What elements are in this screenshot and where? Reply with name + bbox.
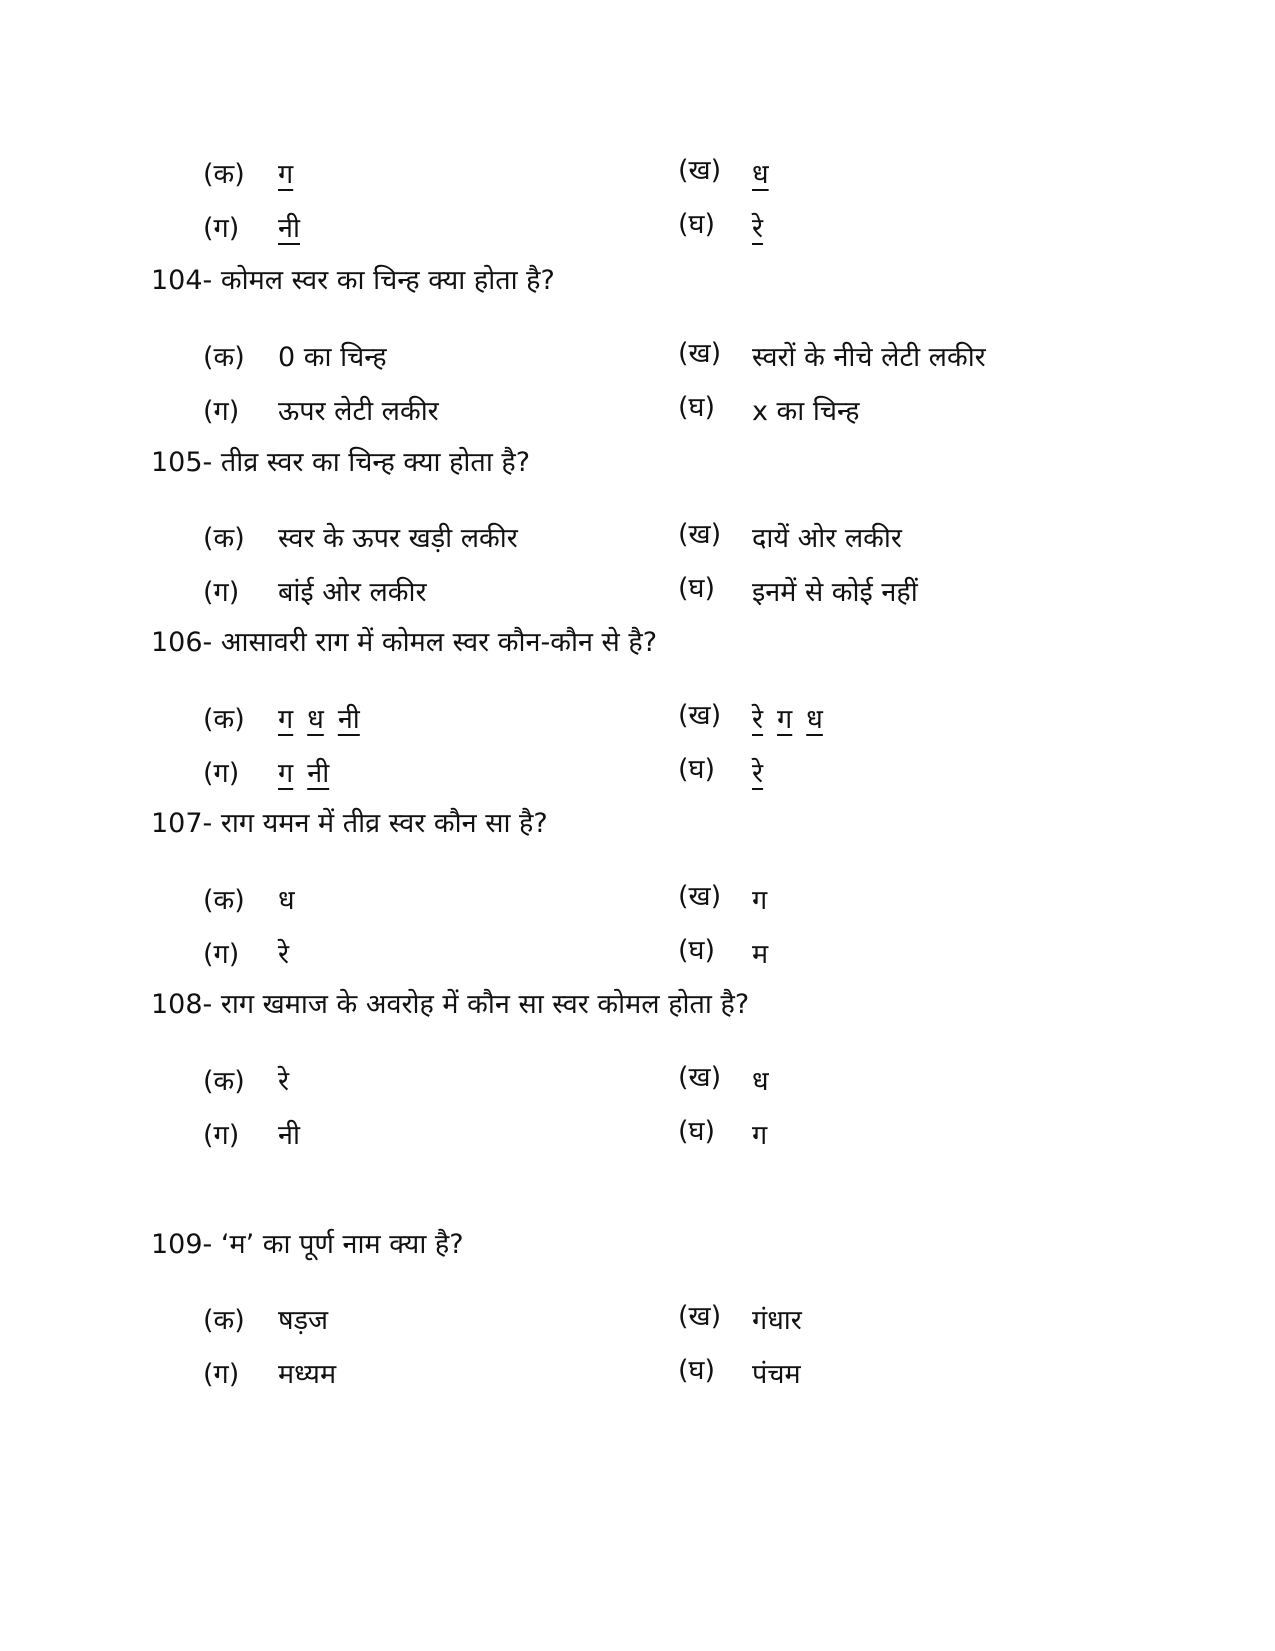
option-label: (घ) xyxy=(678,935,716,966)
option-text: पंचम xyxy=(752,1359,801,1390)
option-text: ध xyxy=(752,1066,769,1097)
option-text: ऊपर लेटी लकीर xyxy=(278,396,439,427)
komal-note: नी xyxy=(337,704,360,735)
option-label: (ख) xyxy=(678,338,722,369)
question-104: 104- कोमल स्वर का चिन्ह क्या होता है? xyxy=(151,265,555,296)
option-label: (ख) xyxy=(678,881,722,912)
option-label: (ग) xyxy=(203,396,240,427)
question-109: 109- ‘म’ का पूर्ण नाम क्या है? xyxy=(151,1229,464,1260)
option-label: (क) xyxy=(203,704,245,735)
option-notes xyxy=(278,703,374,737)
komal-note: नी xyxy=(307,758,330,789)
option-label: (ग) xyxy=(203,577,240,608)
option-label: (ख) xyxy=(678,155,722,186)
komal-note: ध xyxy=(752,159,769,190)
option-text: इनमें से कोई नहीं xyxy=(752,577,918,608)
option-notes xyxy=(752,757,777,791)
komal-note: ध xyxy=(806,704,823,735)
option-label: (ग) xyxy=(203,213,240,244)
option-label: (घ) xyxy=(678,1116,716,1147)
option-label: (घ) xyxy=(678,209,716,240)
option-notes xyxy=(752,703,837,737)
option-text: नी xyxy=(278,1120,300,1151)
option-text: स्वर के ऊपर खड़ी लकीर xyxy=(278,523,518,554)
option-notes xyxy=(278,158,307,192)
komal-note: नी xyxy=(278,213,300,244)
option-label: (ख) xyxy=(678,519,722,550)
option-label: (घ) xyxy=(678,392,716,423)
option-notes xyxy=(278,757,343,791)
option-text: 0 का चिन्ह xyxy=(278,342,387,373)
option-text: x का चिन्ह xyxy=(752,396,860,427)
option-label: (ख) xyxy=(678,1301,722,1332)
option-label: (ग) xyxy=(203,1120,240,1151)
question-108: 108- राग खमाज के अवरोह में कौन सा स्वर कोमल होता है? xyxy=(151,989,750,1020)
option-text: रे xyxy=(278,939,290,970)
option-text: ग xyxy=(752,885,768,916)
question-105: 105- तीव्र स्वर का चिन्ह क्या होता है? xyxy=(151,447,531,478)
option-text: ध xyxy=(278,885,295,916)
komal-note: ग xyxy=(278,758,294,789)
option-label: (ग) xyxy=(203,758,240,789)
option-text: दायें ओर लकीर xyxy=(752,523,902,554)
option-notes xyxy=(752,158,783,192)
option-text: बांई ओर लकीर xyxy=(278,577,427,608)
option-label: (ग) xyxy=(203,1359,240,1390)
option-label: (क) xyxy=(203,342,245,373)
option-notes xyxy=(752,212,777,246)
option-label: (क) xyxy=(203,885,245,916)
question-106: 106- आसावरी राग में कोमल स्वर कौन-कौन से है? xyxy=(151,627,658,658)
question-107: 107- राग यमन में तीव्र स्वर कौन सा है? xyxy=(151,808,548,839)
komal-note: ग xyxy=(278,159,294,190)
option-text: ग xyxy=(752,1120,768,1151)
option-text: षड़ज xyxy=(278,1305,329,1336)
option-text: म xyxy=(752,939,769,970)
komal-note: ध xyxy=(307,704,324,735)
komal-note: रे xyxy=(752,213,764,244)
option-text: रे xyxy=(278,1066,290,1097)
komal-note: रे xyxy=(752,704,764,735)
option-label: (घ) xyxy=(678,573,716,604)
option-label: (क) xyxy=(203,159,245,190)
komal-note: ग xyxy=(777,704,793,735)
option-label: (ख) xyxy=(678,700,722,731)
option-label: (घ) xyxy=(678,1355,716,1386)
option-label: (क) xyxy=(203,523,245,554)
option-label: (क) xyxy=(203,1066,245,1097)
option-label: (ख) xyxy=(678,1062,722,1093)
komal-note: ग xyxy=(278,704,294,735)
option-text: मध्यम xyxy=(278,1359,337,1390)
option-label: (क) xyxy=(203,1305,245,1336)
option-label: (घ) xyxy=(678,754,716,785)
option-text: गंधार xyxy=(752,1305,802,1336)
komal-note: रे xyxy=(752,758,764,789)
option-label: (ग) xyxy=(203,939,240,970)
option-text: स्वरों के नीचे लेटी लकीर xyxy=(752,342,986,373)
option-notes xyxy=(278,212,314,246)
